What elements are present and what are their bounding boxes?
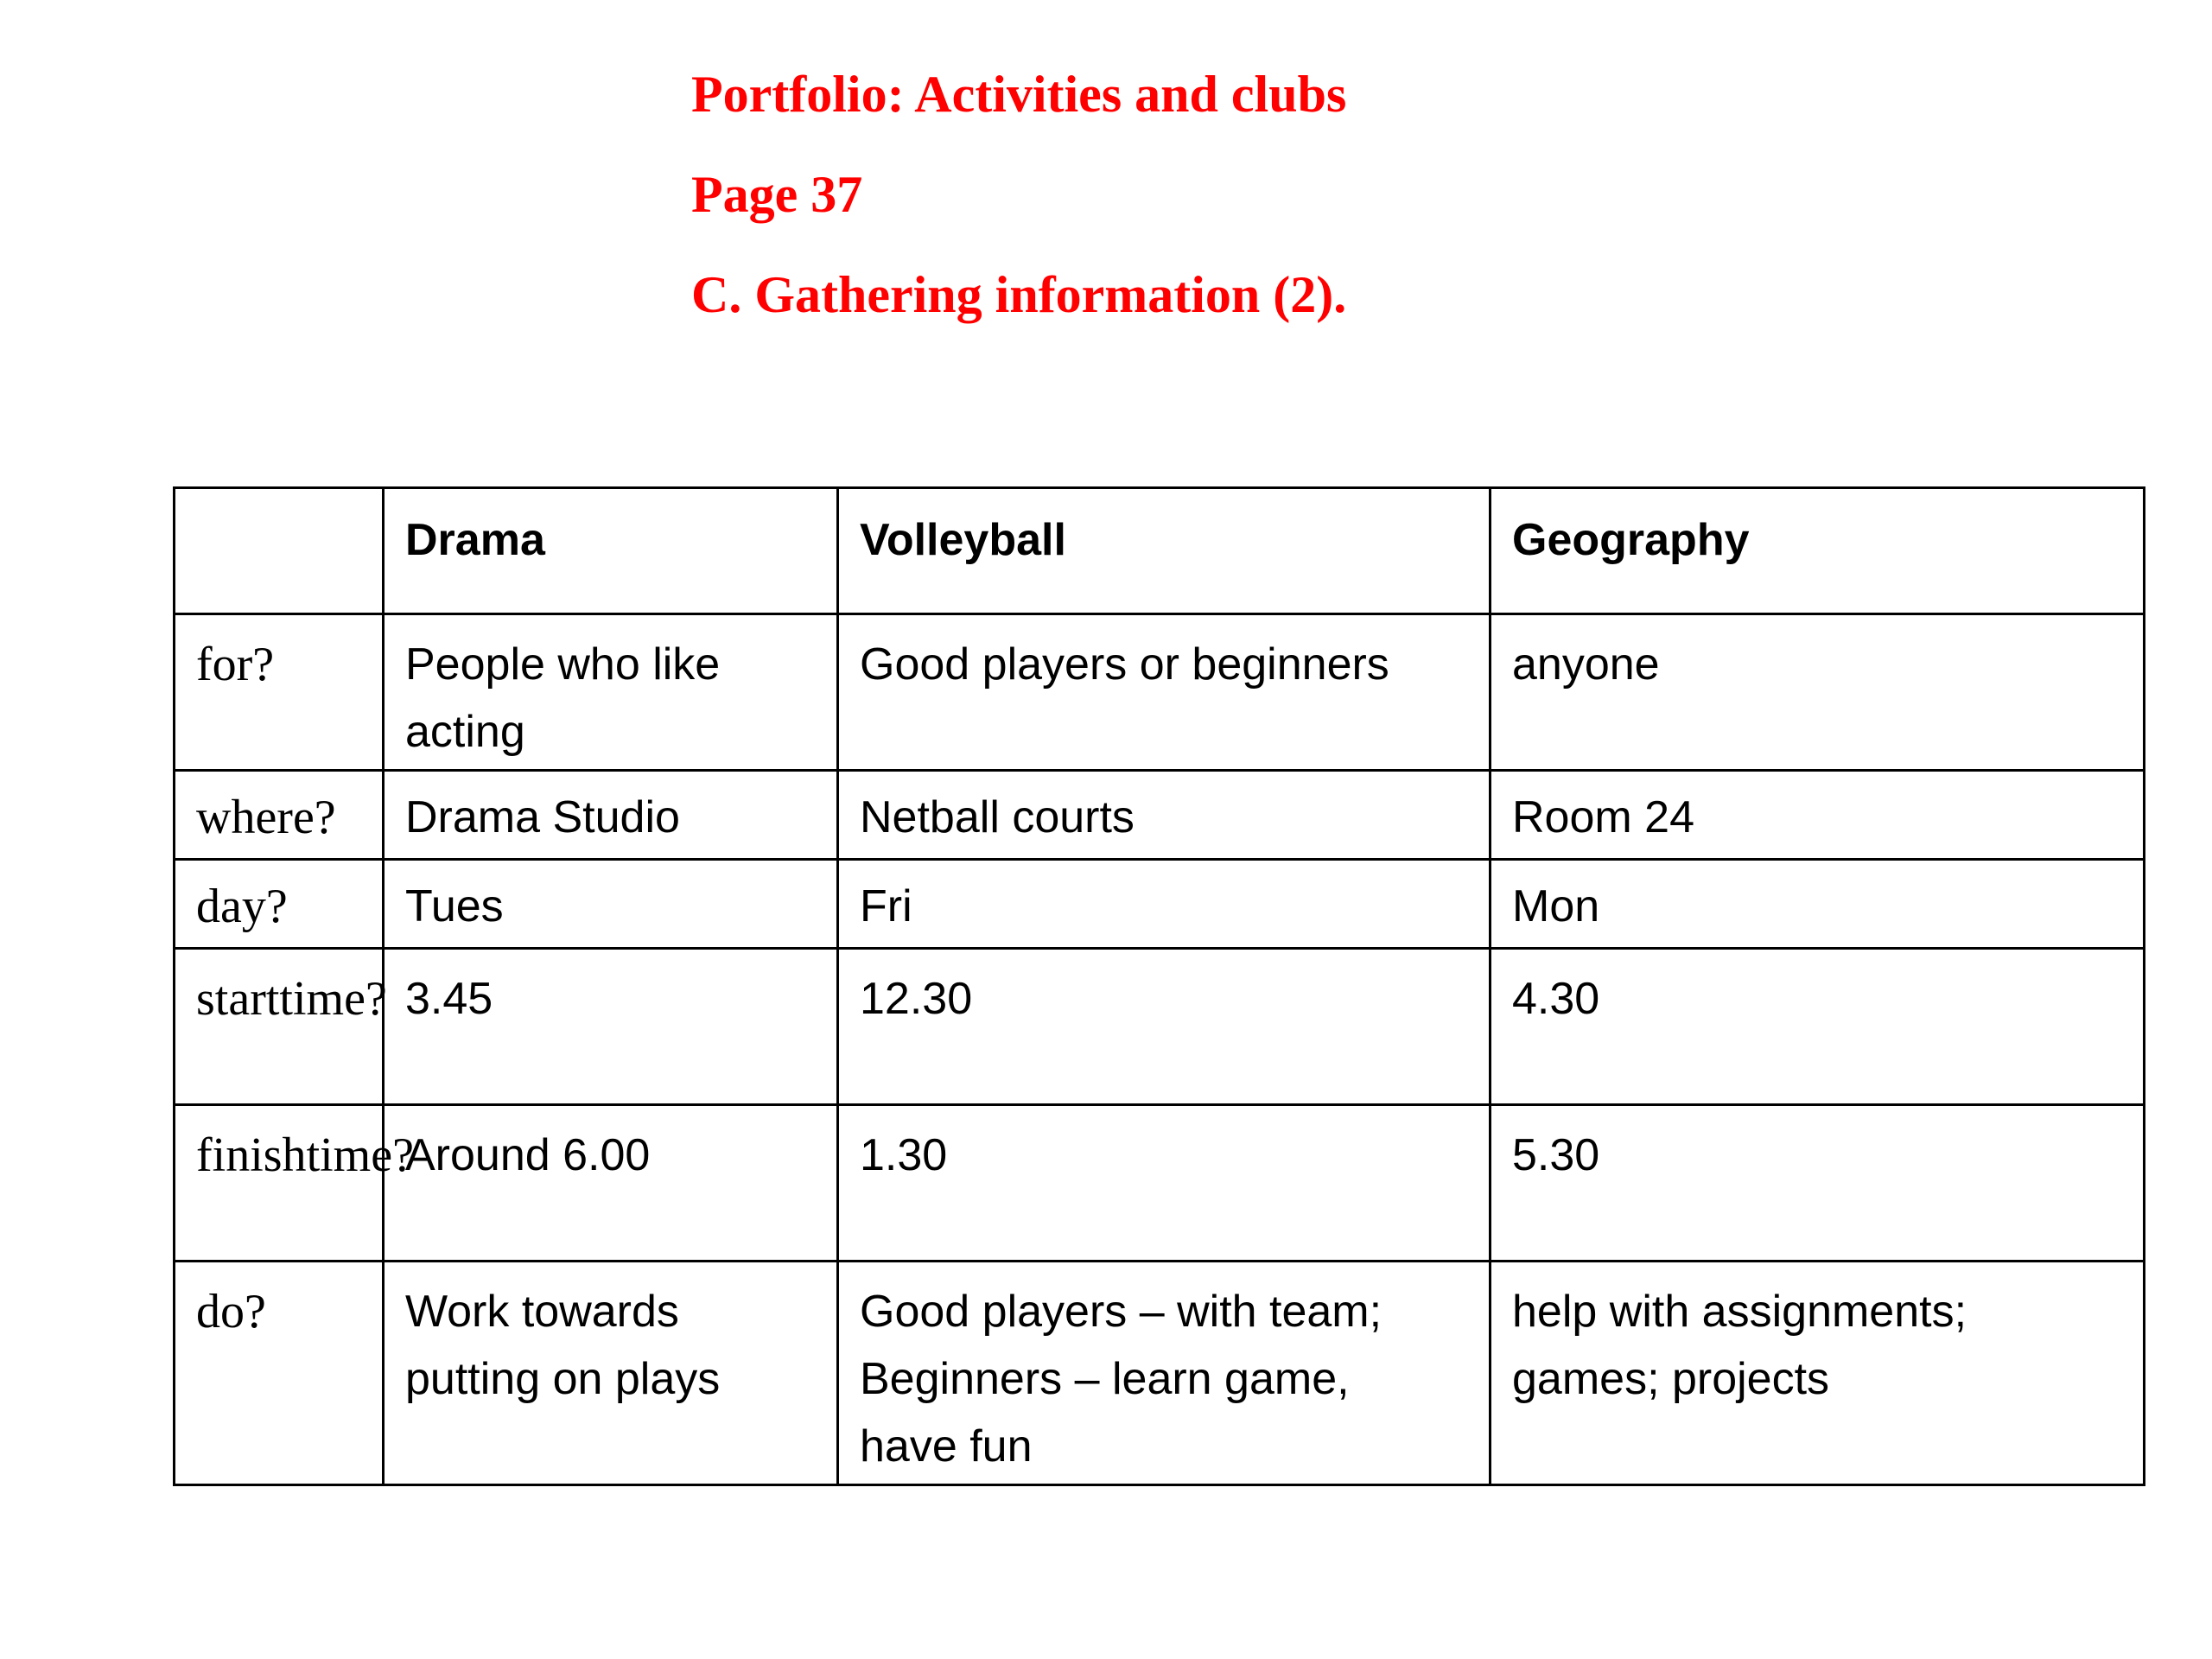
cell-geography-for [1491,614,2145,771]
row-label-day [175,860,384,949]
label-line: day? [196,880,288,933]
header-cell-geography: Geography [1491,488,2145,614]
header-cell-drama: Drama [384,488,838,614]
header-cell-volleyball: Volleyball [838,488,1491,614]
cell-line: Mon [1512,881,1600,931]
cell-line: Drama Studio [405,792,680,842]
table-row [175,860,2145,949]
cell-line: Fri [860,881,912,931]
cell-line: Good players or beginners [860,639,1389,690]
cell-geography-start [1491,949,2145,1105]
cell-line: Tues [405,881,504,931]
row-label-finish-time [175,1105,414,1262]
header-cell-empty [175,488,384,614]
cell-line: have fun [860,1421,1033,1471]
label-line: for? [196,638,275,691]
label-line: finish [196,1128,307,1182]
cell-geography-day [1491,860,2145,949]
cell-geography-finish [1491,1105,2145,1262]
table-row [175,1105,2145,1262]
label-line: start [196,972,280,1026]
cell-drama-start [384,949,838,1105]
cell-line: anyone [1512,639,1660,690]
cell-line: 4.30 [1512,974,1600,1024]
cell-line: putting on plays [405,1354,721,1404]
row-label-for [175,614,384,771]
row-label-where [175,771,384,860]
table-row [175,771,2145,860]
cell-volleyball-do [838,1262,1491,1485]
table-row [175,614,2145,771]
portfolio-title: Portfolio: Activities and clubs [691,66,1347,123]
table-row [175,1262,2145,1485]
cell-volleyball-day [838,860,1491,949]
cell-line: Good players – with team; [860,1287,1382,1337]
cell-geography-where [1491,771,2145,860]
cell-volleyball-finish [838,1105,1491,1262]
table-row [175,949,2145,1105]
page-number: Page 37 [691,166,863,223]
label-line: where? [196,791,336,844]
cell-line: Beginners – learn game, [860,1354,1350,1404]
cell-volleyball-for [838,614,1491,771]
cell-volleyball-where [838,771,1491,860]
cell-drama-where [384,771,838,860]
label-line: time? [306,1128,414,1182]
cell-volleyball-start [838,949,1491,1105]
cell-line: acting [405,707,525,757]
label-line: time? [279,972,387,1026]
cell-line: 5.30 [1512,1130,1600,1180]
cell-line: 3.45 [405,974,493,1024]
label-line: do? [196,1285,266,1338]
cell-drama-for [384,614,838,771]
cell-drama-finish [384,1105,838,1262]
cell-line: help with assignments; [1512,1287,1967,1337]
cell-drama-do [384,1262,838,1485]
cell-line: People who like [405,639,721,690]
section-title: C. Gathering information (2). [691,266,1347,323]
cell-geography-do [1491,1262,2145,1485]
cell-drama-day [384,860,838,949]
cell-line: Netball courts [860,792,1135,842]
table-header-row [175,488,2145,614]
cell-line: Room 24 [1512,792,1694,842]
cell-line: Around 6.00 [405,1130,651,1180]
cell-line: 12.30 [860,974,973,1024]
row-label-do [175,1262,384,1485]
cell-line: 1.30 [860,1130,948,1180]
row-label-start-time [175,949,387,1105]
activities-table [173,486,2145,1486]
cell-line: Work towards [405,1287,679,1337]
cell-line: games; projects [1512,1354,1830,1404]
